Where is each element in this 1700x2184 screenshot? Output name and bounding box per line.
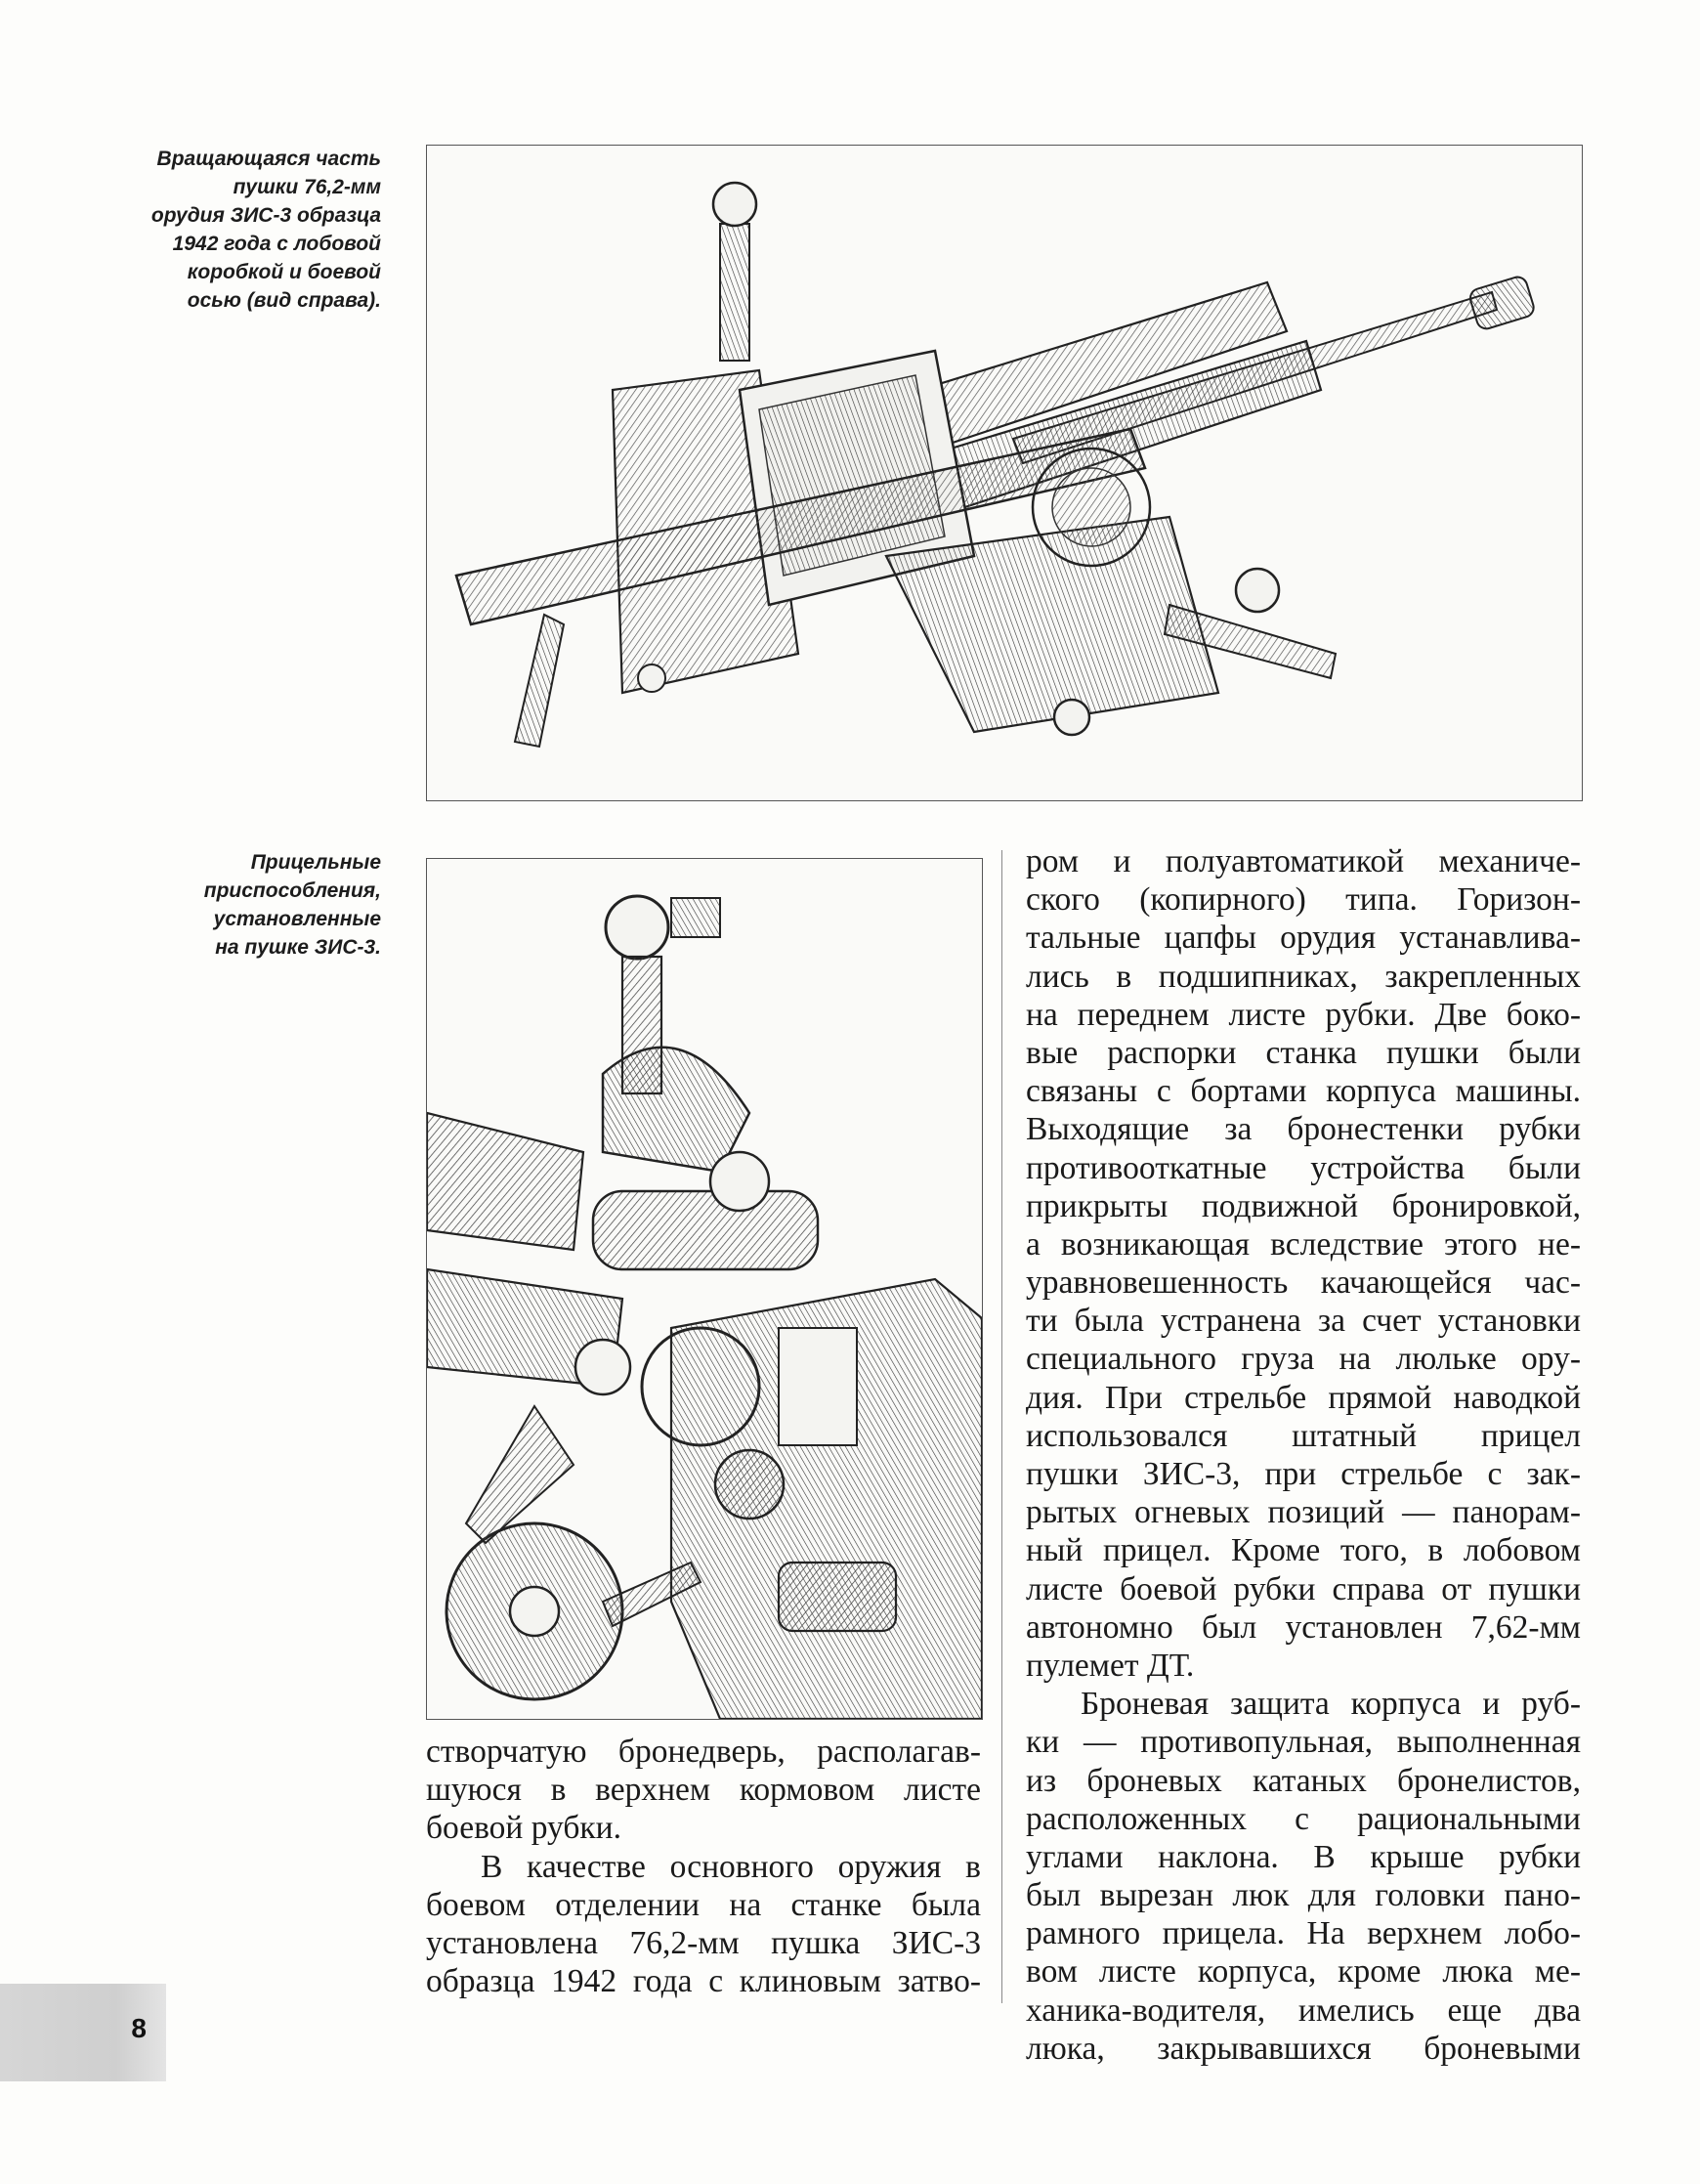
text-line: установлена 76,2-мм пушка ЗИС-3: [426, 1924, 981, 1961]
text-line: рытых огневых позиций — панорам-: [1026, 1494, 1581, 1531]
caption-line: Вращающаяся часть: [156, 148, 381, 170]
text-line: рамного прицела. На верхнем лобо-: [1026, 1915, 1581, 1952]
page-number-tab: [0, 1984, 166, 2081]
gun-rotating-part-illustration: [426, 145, 1583, 801]
caption-line: коробкой и боевой: [187, 261, 381, 283]
text-line: Броневая защита корпуса и руб-: [1081, 1686, 1581, 1723]
text-line: лись в подшипниках, закрепленных: [1026, 958, 1581, 995]
text-line: тальные цапфы орудия устанавлива-: [1026, 920, 1581, 957]
text-line: вые распорки станка пушки были: [1026, 1034, 1581, 1071]
right-text-column: [1026, 842, 1581, 2068]
sight-drawing: [427, 859, 982, 1719]
text-line: автономно был установлен 7,62-мм: [1026, 1608, 1581, 1646]
caption-line: 1942 года с лобовой: [172, 233, 381, 255]
text-line: ный прицел. Кроме того, в лобовом: [1026, 1532, 1581, 1569]
text-line: дия. При стрельбе прямой наводкой: [1026, 1379, 1581, 1416]
text-line: использовался штатный прицел: [1026, 1417, 1581, 1454]
caption-line: установленные: [213, 908, 381, 930]
text-line: ского (копирного) типа. Горизон-: [1026, 881, 1581, 919]
text-line: из броневых катаных бронелистов,: [1026, 1762, 1581, 1799]
text-line: ром и полуавтоматикой механиче-: [1026, 843, 1581, 879]
text-line: углами наклона. В крыше рубки: [1026, 1838, 1581, 1875]
page-number: 8: [131, 2013, 147, 2043]
caption-line: приспособления,: [203, 879, 381, 902]
text-line: ти была устранена за счет установки: [1026, 1303, 1581, 1340]
text-line: боевой рубки.: [426, 1810, 621, 1847]
column-divider: [1001, 850, 1002, 2003]
text-line: образца 1942 года с клиновым затво-: [426, 1963, 981, 2000]
text-line: ки — противопульная, выполненная: [1026, 1724, 1581, 1761]
text-line: боевом отделении на станке была: [426, 1886, 981, 1923]
caption-line: орудия ЗИС-3 образца: [150, 204, 381, 227]
text-line: В качестве основного оружия в: [481, 1848, 981, 1885]
text-line: расположенных с рациональными: [1026, 1800, 1581, 1837]
text-line: вом листе корпуса, кроме люка ме-: [1026, 1953, 1581, 1991]
figure-caption-bottom: [204, 848, 381, 962]
gun-sight-illustration: [426, 858, 983, 1720]
text-line: уравновешенность качающейся час-: [1026, 1264, 1581, 1302]
text-line: ханика-водителя, имелись еще два: [1026, 1991, 1581, 2029]
text-line: пушки ЗИС-3, при стрельбе с зак-: [1026, 1456, 1581, 1492]
text-line: Выходящие за бронестенки рубки: [1026, 1111, 1581, 1148]
caption-line: Прицельные: [250, 851, 381, 874]
text-line: створчатую бронедверь, располагав-: [426, 1734, 981, 1770]
gun-drawing: [427, 146, 1582, 800]
text-line: противооткатные устройства были: [1026, 1149, 1581, 1186]
caption-line: пушки 76,2-мм: [233, 176, 381, 198]
text-line: прикрыты подвижной бронировкой,: [1026, 1187, 1581, 1224]
text-line: пулемет ДТ.: [1026, 1647, 1195, 1684]
caption-line: на пушке ЗИС-3.: [215, 936, 381, 959]
figure-caption-top: [151, 145, 381, 315]
left-text-column: [426, 1733, 981, 2000]
text-line: специального груза на люльке ору-: [1026, 1341, 1581, 1378]
text-line: на переднем листе рубки. Две боко-: [1026, 996, 1581, 1033]
text-line: был вырезан люк для головки пано-: [1026, 1877, 1581, 1914]
text-line: шуюся в верхнем кормовом листе: [426, 1772, 981, 1809]
caption-line: осью (вид справа).: [187, 289, 381, 312]
text-line: люка, закрывавшихся броневыми: [1026, 2030, 1581, 2067]
text-line: листе боевой рубки справа от пушки: [1026, 1570, 1581, 1607]
text-line: связаны с бортами корпуса машины.: [1026, 1073, 1581, 1110]
text-line: а возникающая вследствие этого не-: [1026, 1225, 1581, 1263]
